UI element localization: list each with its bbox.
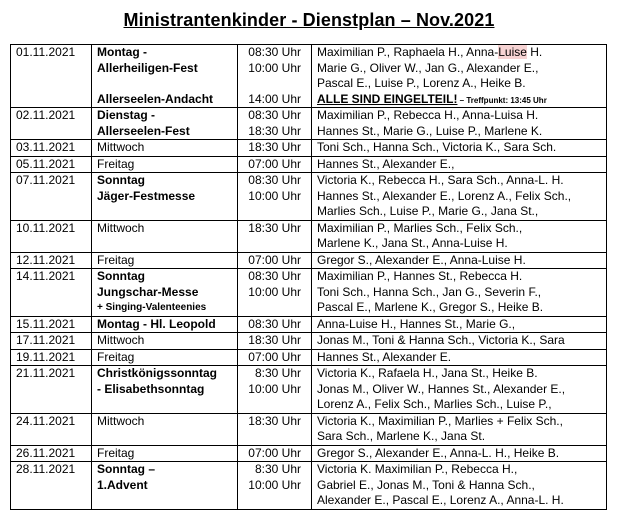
time-label: 8:30 Uhr: [254, 366, 301, 380]
names-line: [317, 92, 606, 108]
day-cell: [92, 316, 238, 333]
names-line: Lorenz A., Felix Sch., Marlies Sch., Luise P.,: [317, 397, 552, 411]
schedule-table: [10, 44, 607, 510]
time-cell: [238, 108, 312, 140]
names-cell: [312, 269, 607, 317]
time-cell: [238, 445, 312, 462]
date-cell: 19.11.2021: [11, 349, 92, 366]
time-label: 8:30 Uhr: [254, 462, 301, 476]
names-line: Marlies Sch., Luise P., Marie G., Jana St.,: [317, 204, 539, 218]
day-label: Sonntag: [97, 269, 145, 283]
time-cell: [238, 333, 312, 350]
names-cell: [312, 140, 607, 157]
time-label: 18:30 Uhr: [248, 123, 301, 138]
day-cell: [92, 108, 238, 140]
date-cell: 15.11.2021: [11, 316, 92, 333]
day-label: Allerseelen-Fest: [97, 123, 190, 138]
time-label: 18:30 Uhr: [248, 333, 301, 347]
day-label: Mittwoch: [97, 333, 145, 347]
time-label: 07:00 Uhr: [248, 349, 301, 364]
date-cell: 01.11.2021: [11, 45, 92, 108]
names-line: Victoria K., Rafaela H., Jana St., Heike B.: [317, 366, 538, 380]
time-cell: [238, 220, 312, 252]
day-cell: [92, 462, 238, 510]
names-cell: [312, 45, 607, 108]
names-cell: [312, 445, 607, 462]
time-label: 14:00 Uhr: [248, 91, 301, 106]
date-cell: 21.11.2021: [11, 366, 92, 414]
time-label: 10:00 Uhr: [248, 477, 301, 492]
day-label: 1.Advent: [97, 477, 148, 492]
table-row: [11, 45, 607, 108]
day-label: Mittwoch: [97, 220, 145, 235]
names-line: Jonas M., Oliver W., Hannes St., Alexander E.,: [317, 381, 566, 396]
day-label: + Singing-Valenteenies: [97, 302, 207, 313]
time-label: 18:30 Uhr: [248, 413, 301, 428]
names-cell: [312, 316, 607, 333]
names-line: Victoria K., Maximilian P., Marlies + Felix Sch.,: [317, 413, 563, 428]
date-cell: 10.11.2021: [11, 220, 92, 252]
time-cell: [238, 173, 312, 221]
time-cell: [238, 156, 312, 173]
time-cell: [238, 413, 312, 445]
table-row: [11, 269, 607, 317]
highlighted-name: Luise: [498, 45, 527, 59]
day-label: Mittwoch: [97, 140, 145, 154]
table-row: [11, 252, 607, 269]
date-cell: 05.11.2021: [11, 156, 92, 173]
time-cell: [238, 349, 312, 366]
time-label: 08:30 Uhr: [248, 173, 301, 187]
time-label: [241, 76, 311, 92]
day-cell: [92, 349, 238, 366]
day-label: Freitag: [97, 349, 135, 364]
names-cell: [312, 220, 607, 252]
day-label: - Elisabethsonntag: [97, 381, 205, 396]
date-cell: 28.11.2021: [11, 462, 92, 510]
meeting-point-note: – Treffpunkt: 13:45 Uhr: [457, 95, 547, 105]
names-line: Sara Sch., Marlene K., Jana St.: [317, 429, 486, 443]
table-row: [11, 462, 607, 510]
day-label: Sonntag: [97, 173, 145, 187]
names-line: Pascal E., Luise P., Lorenz A., Heike B.: [317, 76, 526, 90]
names-line: Toni Sch., Hanna Sch., Jan G., Severin F.,: [317, 284, 542, 299]
day-cell: [92, 173, 238, 221]
names-cell: [312, 333, 607, 350]
names-line: Hannes St., Alexander E., Lorenz A., Felix Sch.,: [317, 188, 572, 203]
time-label: 10:00 Uhr: [248, 188, 301, 203]
day-cell: [92, 333, 238, 350]
time-label: 08:30 Uhr: [248, 45, 301, 59]
time-cell: [238, 140, 312, 157]
names-line: Hannes St., Marie G., Luise P., Marlene K.: [317, 123, 543, 138]
names-text: H.: [526, 45, 543, 59]
table-row: [11, 349, 607, 366]
names-cell: [312, 156, 607, 173]
day-cell: [92, 269, 238, 317]
time-label: 08:30 Uhr: [248, 269, 301, 283]
day-label: Freitag: [97, 156, 135, 171]
date-cell: 17.11.2021: [11, 333, 92, 350]
day-label: Montag - Hl. Leopold: [97, 316, 216, 331]
names-line: Gabriel E., Jonas M., Toni & Hanna Sch.,: [317, 477, 535, 492]
names-cell: [312, 173, 607, 221]
names-text: Maximilian P., Raphaela H., Anna-: [317, 45, 499, 59]
names-cell: [312, 349, 607, 366]
time-cell: [238, 252, 312, 269]
date-cell: 26.11.2021: [11, 445, 92, 462]
date-cell: 14.11.2021: [11, 269, 92, 317]
date-cell: 12.11.2021: [11, 252, 92, 269]
date-cell: 03.11.2021: [11, 140, 92, 157]
table-row: [11, 140, 607, 157]
names-line: Hannes St., Alexander E.,: [317, 156, 455, 171]
day-label: Sonntag –: [97, 462, 156, 476]
day-cell: [92, 220, 238, 252]
table-row: [11, 220, 607, 252]
names-line: Gregor S., Alexander E., Anna-L. H., Heike B.: [317, 445, 560, 460]
day-label: Allerseelen-Andacht: [97, 91, 214, 106]
day-cell: [92, 413, 238, 445]
day-cell: [92, 366, 238, 414]
day-label: Mittwoch: [97, 413, 145, 428]
names-line: Pascal E., Marlene K., Gregor S., Heike B.: [317, 300, 544, 314]
time-cell: [238, 366, 312, 414]
day-cell: [92, 445, 238, 462]
time-cell: [238, 269, 312, 317]
day-cell: [92, 140, 238, 157]
names-line: Maximilian P., Marlies Sch., Felix Sch.,: [317, 220, 523, 235]
day-label: [97, 76, 237, 92]
day-label: Jäger-Festmesse: [97, 188, 196, 203]
names-line: Victoria K. Maximilian P., Rebecca H.,: [317, 462, 518, 476]
time-label: 07:00 Uhr: [248, 252, 301, 267]
time-label: 08:30 Uhr: [248, 108, 301, 122]
day-label: Christkönigssonntag: [97, 366, 218, 380]
date-cell: 07.11.2021: [11, 173, 92, 221]
time-cell: [238, 462, 312, 510]
table-row: [11, 108, 607, 140]
names-line: Anna-Luise H., Hannes St., Marie G.,: [317, 316, 516, 331]
time-label: 18:30 Uhr: [248, 220, 301, 235]
names-cell: [312, 462, 607, 510]
names-line: Maximilian P., Rebecca H., Anna-Luisa H.: [317, 108, 539, 122]
time-label: 07:00 Uhr: [248, 156, 301, 171]
names-cell: [312, 108, 607, 140]
time-label: 07:00 Uhr: [248, 445, 301, 460]
day-cell: [92, 45, 238, 108]
names-cell: [312, 252, 607, 269]
day-cell: [92, 252, 238, 269]
date-cell: 02.11.2021: [11, 108, 92, 140]
page-title: Ministrantenkinder - Dienstplan – Nov.2021: [123, 10, 495, 30]
day-label: Freitag: [97, 445, 135, 460]
table-row: [11, 316, 607, 333]
time-label: 10:00 Uhr: [248, 381, 301, 396]
names-cell: [312, 366, 607, 414]
table-row: [11, 366, 607, 414]
names-line: Toni Sch., Hanna Sch., Victoria K., Sara Sch.: [317, 140, 557, 154]
date-cell: 24.11.2021: [11, 413, 92, 445]
time-label: 18:30 Uhr: [248, 140, 301, 154]
names-line: Maximilian P., Hannes St., Rebecca H.: [317, 269, 523, 283]
time-label: 10:00 Uhr: [248, 284, 301, 299]
names-line: Hannes St., Alexander E.: [317, 349, 452, 364]
day-label: Freitag: [97, 252, 135, 267]
all-assigned-notice: ALLE SIND EINGELTEIL!: [317, 91, 458, 106]
names-line: Victoria K., Rebecca H., Sara Sch., Anna-L. H.: [317, 173, 564, 187]
time-cell: [238, 316, 312, 333]
names-cell: [312, 413, 607, 445]
day-label: Jungschar-Messe: [97, 284, 199, 299]
table-row: [11, 156, 607, 173]
table-row: [11, 413, 607, 445]
day-label: Dienstag -: [97, 108, 156, 122]
time-label: 10:00 Uhr: [248, 60, 301, 75]
names-line: Marlene K., Jana St., Anna-Luise H.: [317, 236, 508, 250]
table-row: [11, 173, 607, 221]
time-cell: [238, 45, 312, 108]
table-row: [11, 445, 607, 462]
names-line: Marie G., Oliver W., Jan G., Alexander E.,: [317, 60, 539, 75]
table-row: [11, 333, 607, 350]
day-label: Allerheiligen-Fest: [97, 60, 198, 75]
day-cell: [92, 156, 238, 173]
names-line: [317, 45, 606, 61]
day-label: Montag -: [97, 45, 147, 59]
names-line: Gregor S., Alexander E., Anna-Luise H.: [317, 252, 526, 267]
names-line: Jonas M., Toni & Hanna Sch., Victoria K., Sara: [317, 333, 565, 347]
names-line: Alexander E., Pascal E., Lorenz A., Anna-L. H.: [317, 493, 564, 507]
time-label: 08:30 Uhr: [248, 316, 301, 331]
